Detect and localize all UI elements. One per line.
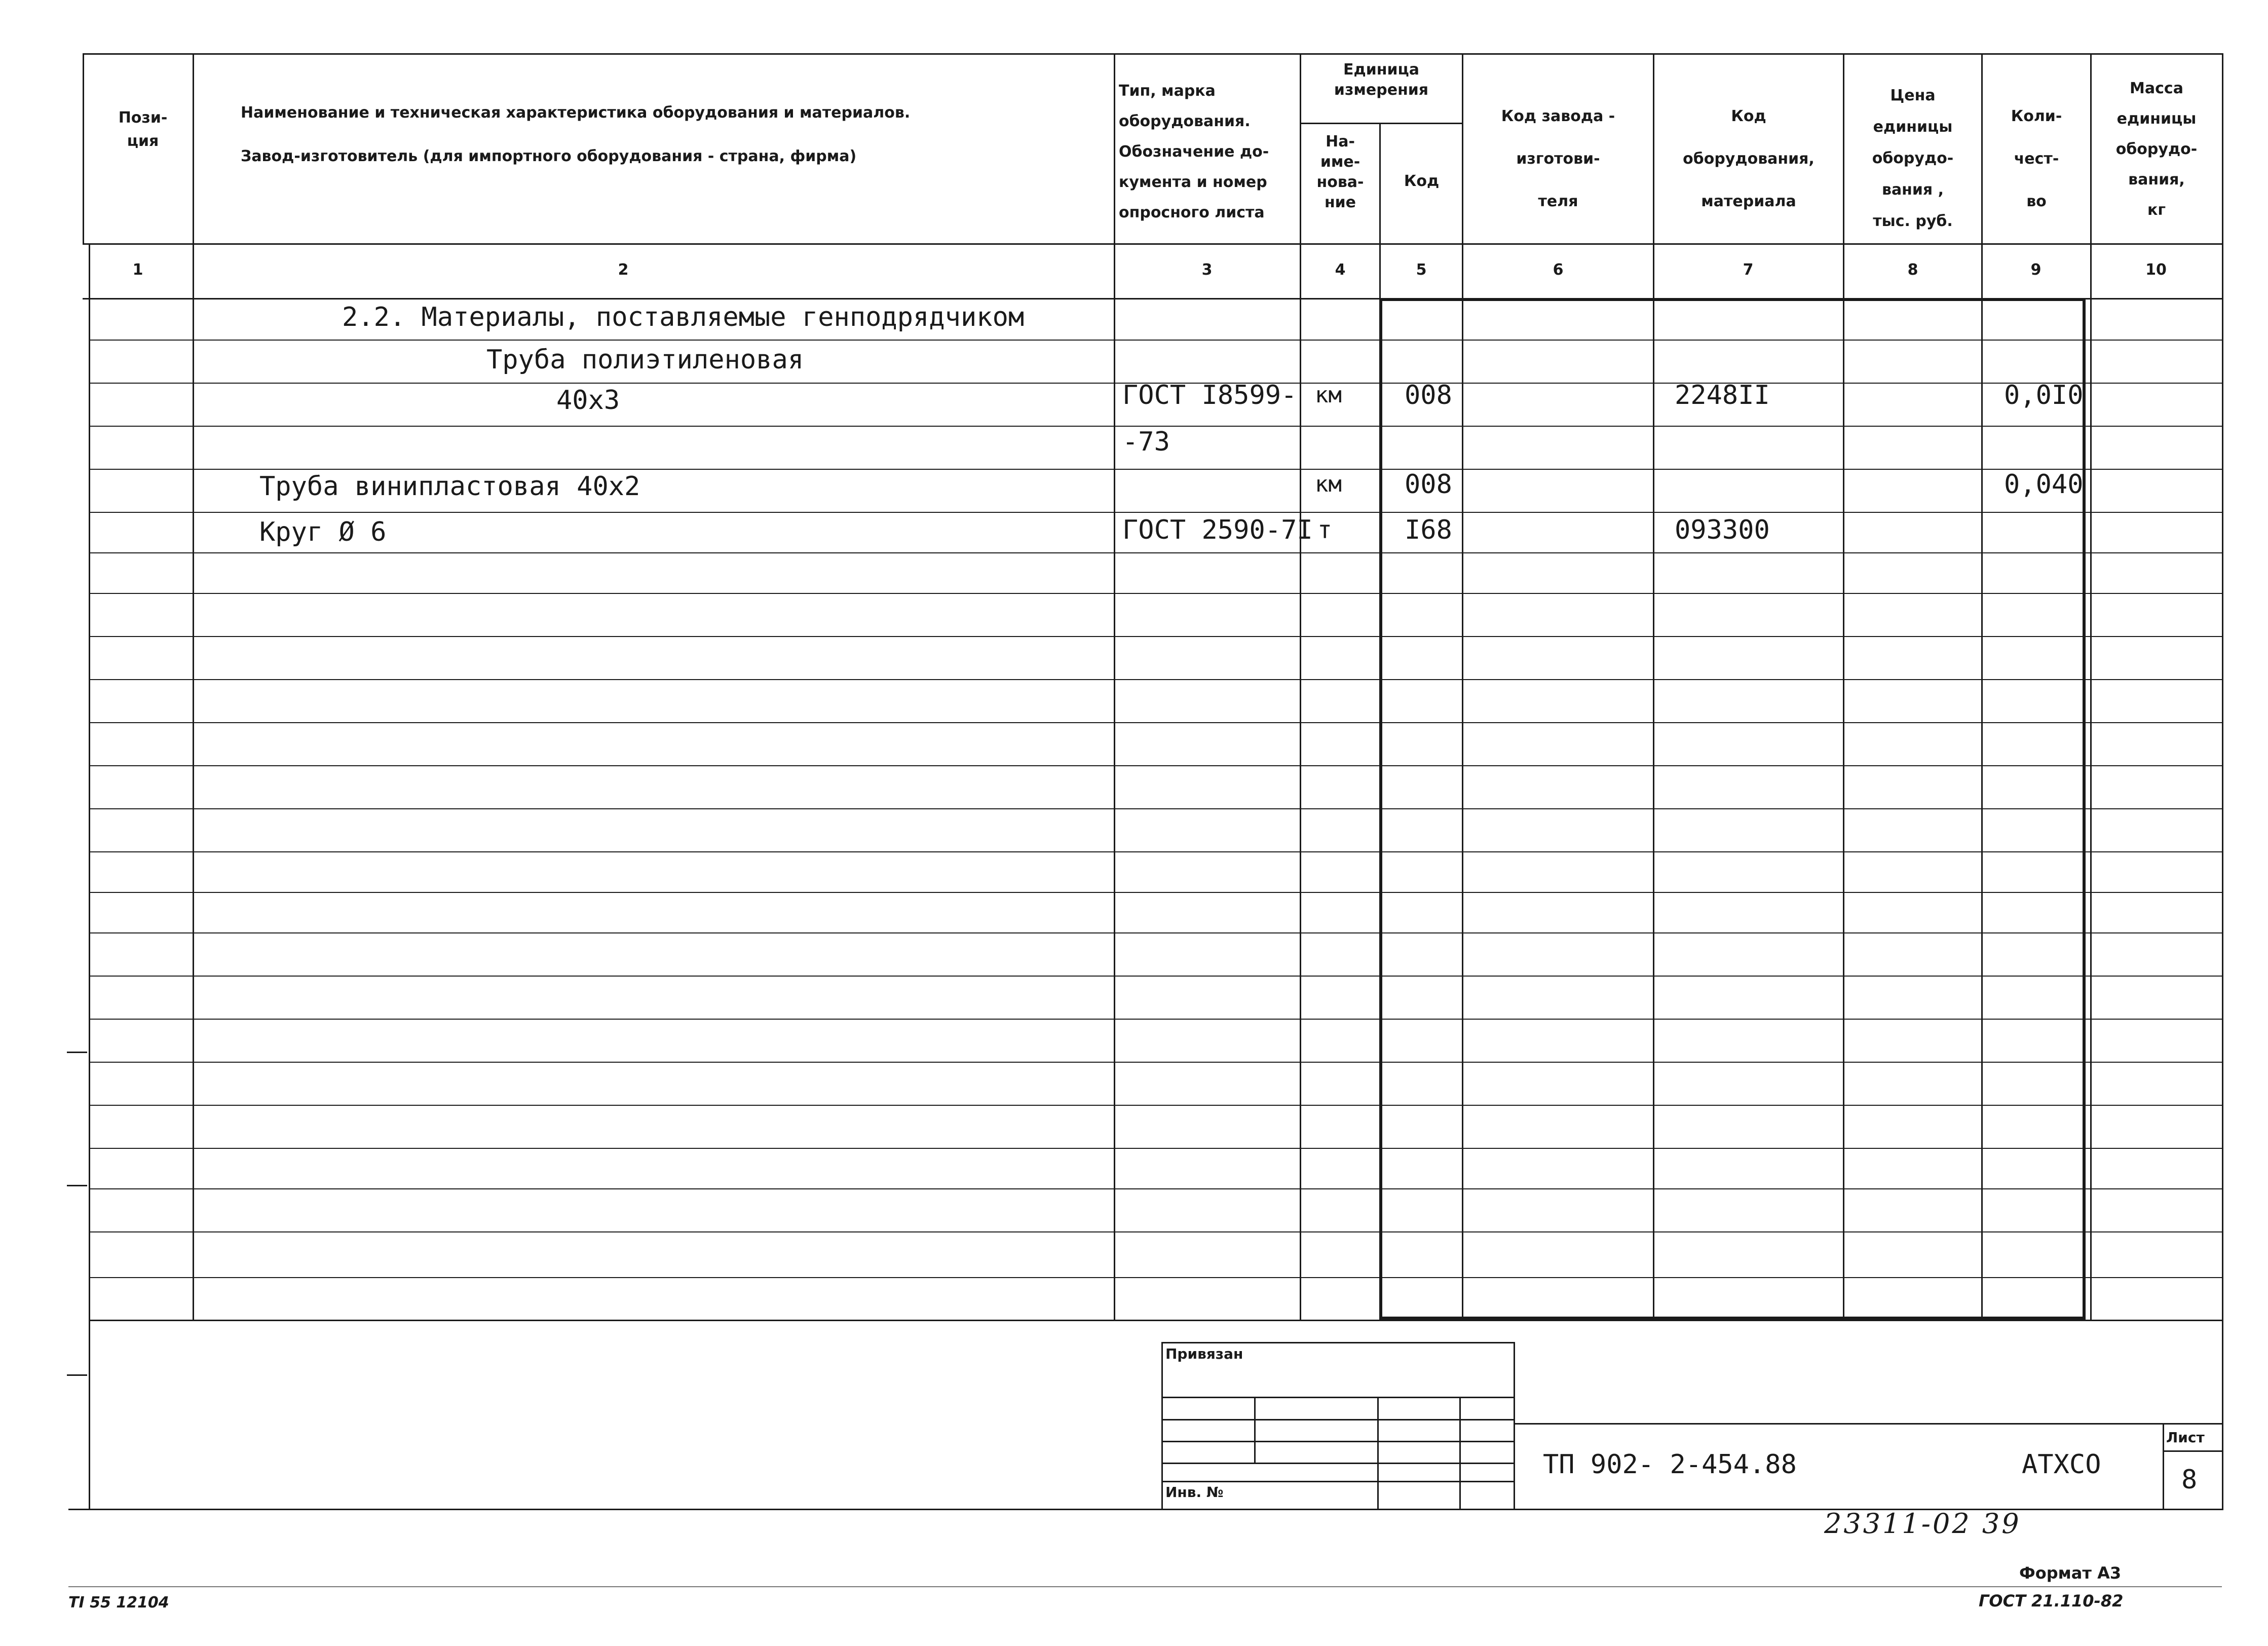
row-item-quantity: 0,040: [2004, 469, 2084, 500]
stamp-line: [2163, 1423, 2164, 1510]
table-right-border: [2222, 53, 2223, 1510]
col-divider-9: [2090, 53, 2092, 1320]
header-factory-code: Код завода - изготови- теля: [1501, 107, 1615, 210]
stamp-tied-label: Привязан: [1165, 1345, 1243, 1362]
footer-gost: ГОСТ 21.110-82: [1979, 1591, 2124, 1611]
stamp-line: [1514, 1342, 1515, 1509]
row-separator: [89, 892, 2222, 893]
row-item-unit: км: [1315, 471, 1342, 497]
row-separator: [89, 593, 2222, 594]
column-number-6: 6: [1553, 261, 1564, 279]
margin-tick: [67, 1185, 87, 1186]
thick-border-bottom: [1379, 1317, 2086, 1320]
footer-format: Формат А3: [2019, 1563, 2122, 1583]
table-top-border: [83, 53, 2222, 55]
row-section-title: 2.2. Материалы, поставляемые генподрядчиком: [342, 302, 1025, 332]
column-number-5: 5: [1416, 261, 1427, 279]
header-unit-name: На- име- нова- ние: [1316, 133, 1364, 211]
col-divider-5: [1462, 53, 1463, 1320]
column-number-7: 7: [1743, 261, 1754, 279]
header-quantity: Коли- чест- во: [2011, 107, 2062, 210]
row-item-unit-code: I68: [1405, 515, 1452, 545]
row-item-unit-code: 008: [1405, 380, 1452, 410]
unit-subheader-line: [1300, 123, 1462, 124]
table-left-border-lower: [89, 243, 90, 1510]
col-divider-7: [1843, 53, 1844, 1320]
col-divider-6: [1653, 53, 1654, 1320]
document-number: ТП 902- 2-454.88: [1543, 1449, 1797, 1480]
row-item-equipment-code: 2248II: [1675, 380, 1770, 410]
row-item-equipment-code: 093300: [1675, 515, 1770, 545]
row-separator: [89, 765, 2222, 766]
column-number-10: 10: [2145, 261, 2167, 279]
table-left-border: [83, 53, 84, 243]
row-separator: [89, 679, 2222, 680]
thick-border-top: [1379, 298, 2086, 301]
sheet-label: Лист: [2166, 1429, 2205, 1446]
row-separator: [89, 1231, 2222, 1232]
stamp-inv-label: Инв. №: [1165, 1484, 1224, 1501]
row-item-unit: т: [1317, 516, 1332, 544]
stamp-line: [1377, 1397, 1379, 1509]
row-item-type: -73: [1122, 427, 1170, 457]
header-unit-code: Код: [1404, 172, 1440, 190]
row-separator: [89, 808, 2222, 809]
stamp-line: [1459, 1397, 1461, 1509]
table-bottom-border: [89, 1320, 2222, 1321]
sheet-code: АТХСО: [2022, 1449, 2101, 1480]
sheet-number: 8: [2181, 1465, 2198, 1495]
margin-tick: [67, 1052, 87, 1053]
col-divider-2: [1114, 53, 1115, 1320]
row-item-name: Круг Ø 6: [259, 517, 387, 547]
column-number-1: 1: [132, 261, 143, 279]
row-item-type: ГОСТ 2590-7I: [1122, 515, 1313, 545]
stamp-line: [2163, 1450, 2222, 1452]
row-item-type: ГОСТ I8599-: [1122, 380, 1297, 410]
header-unit: Единица измерения: [1334, 61, 1429, 99]
row-separator: [89, 340, 2222, 341]
header-price: Цена единицы оборудо- вания , тыс. руб.: [1872, 87, 1954, 230]
col-divider-3: [1300, 53, 1301, 1320]
stamp-line: [1254, 1397, 1256, 1463]
row-separator: [89, 1188, 2222, 1189]
header-name: Наименование и техническая характеристика оборудования и материалов. Завод-изготовитель (для импортного оборудования - страна, фирма): [241, 104, 911, 165]
row-separator: [89, 469, 2222, 470]
row-item-unit-code: 008: [1405, 469, 1452, 500]
col-divider-8: [1981, 53, 1983, 1320]
row-separator: [89, 722, 2222, 723]
header-equipment-code: Код оборудования, материала: [1683, 107, 1815, 210]
header-position: Пози- ция: [118, 109, 168, 150]
column-number-8: 8: [1907, 261, 1918, 279]
column-number-4: 4: [1335, 261, 1346, 279]
header-bottom-border: [83, 243, 2222, 245]
row-separator: [89, 1019, 2222, 1020]
row-item-quantity: 0,0I0: [2004, 380, 2084, 410]
column-number-9: 9: [2030, 261, 2042, 279]
stamp-line: [1161, 1342, 1514, 1343]
row-separator: [89, 1062, 2222, 1063]
col-divider-1: [193, 53, 194, 1320]
column-number-3: 3: [1201, 261, 1213, 279]
margin-tick: [67, 1374, 87, 1376]
stamp-line: [1514, 1423, 2222, 1425]
stamp-line: [1161, 1342, 1163, 1509]
row-item-name: Труба полиэтиленовая: [486, 345, 804, 375]
row-separator: [89, 851, 2222, 852]
row-separator: [89, 976, 2222, 977]
row-separator: [89, 552, 2222, 553]
row-separator: [89, 512, 2222, 513]
header-type: Тип, марка оборудования. Обозначение до- кумента и номер опросного листа: [1119, 82, 1269, 221]
row-item-name: Труба винипластовая 40х2: [259, 471, 640, 502]
row-separator: [89, 1277, 2222, 1278]
header-mass: Масса единицы оборудо- вания, кг: [2115, 80, 2198, 219]
column-number-2: 2: [618, 261, 629, 279]
archive-number: 23311-02 39: [1824, 1508, 2021, 1540]
row-item-unit: км: [1315, 382, 1342, 408]
row-separator: [89, 1148, 2222, 1149]
footer-line: [68, 1586, 2222, 1587]
row-item-name: 40х3: [556, 385, 620, 416]
row-separator: [89, 636, 2222, 637]
row-separator: [89, 1105, 2222, 1106]
row-separator: [89, 932, 2222, 933]
footer-left-code: ТI 55 12104: [68, 1594, 169, 1612]
